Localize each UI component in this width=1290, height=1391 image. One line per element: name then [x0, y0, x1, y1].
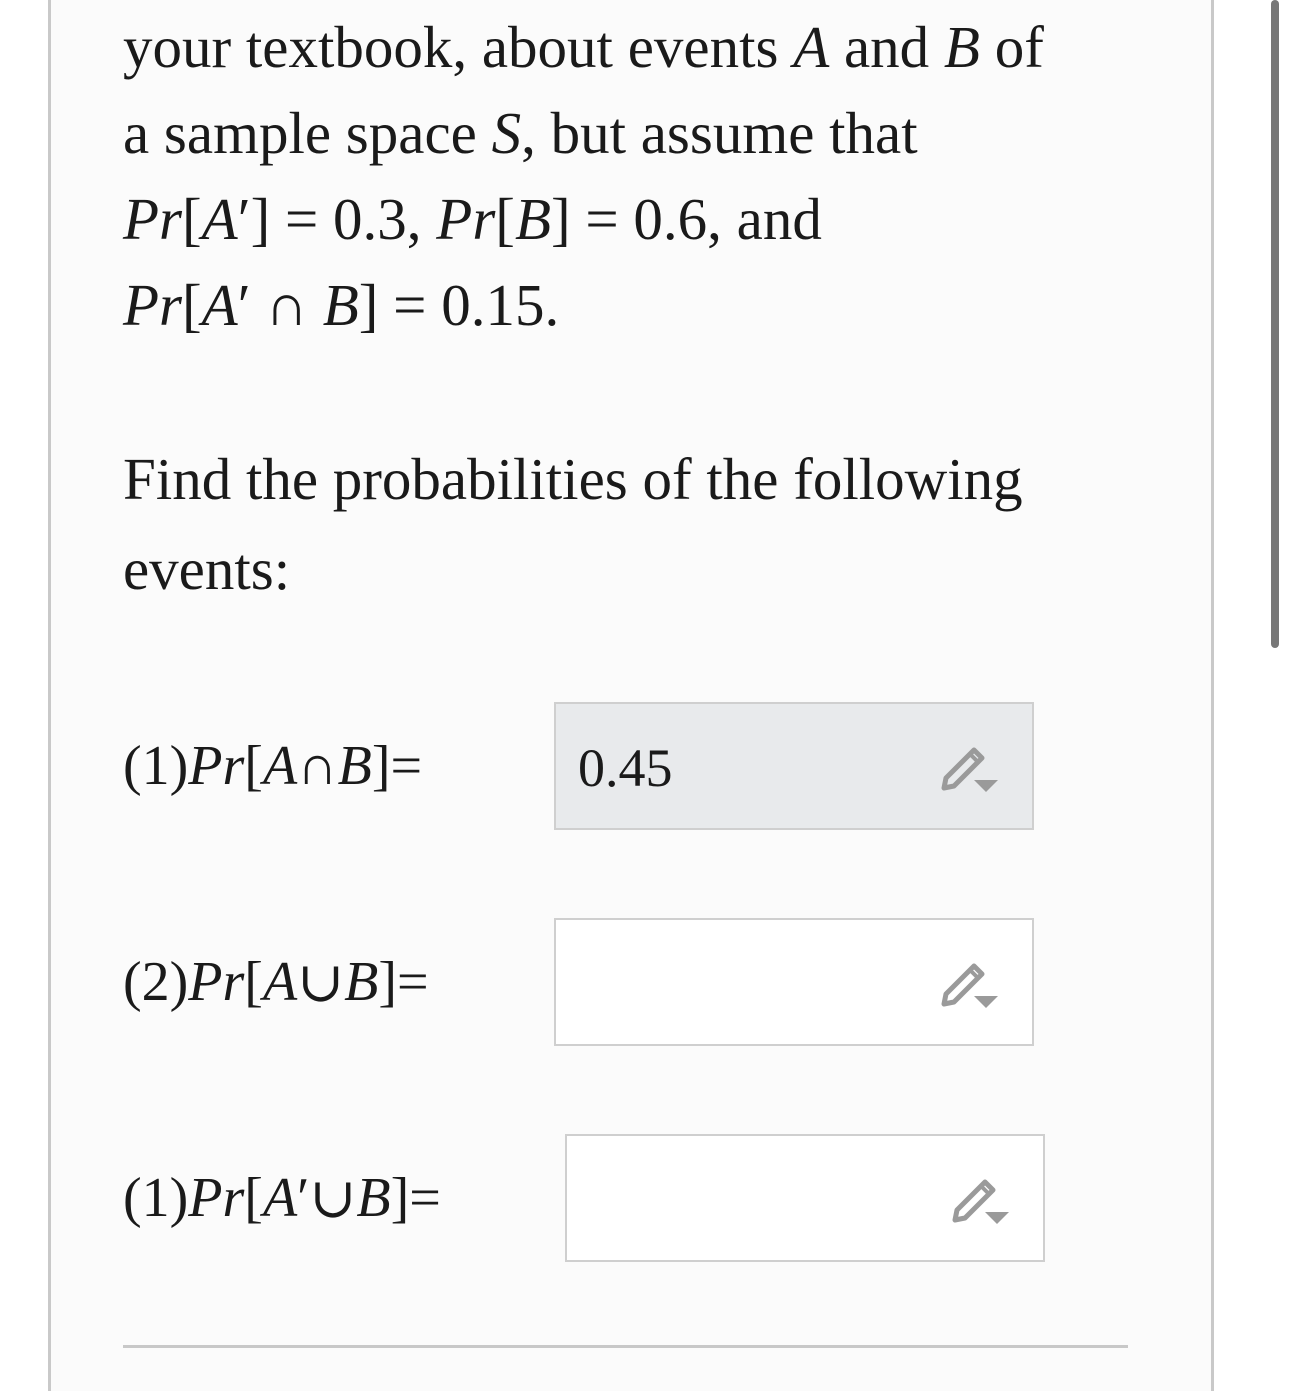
intro-line-3: Pr[A′] = 0.3, Pr[B] = 0.6, and: [123, 186, 822, 252]
scrollbar[interactable]: [1271, 0, 1279, 648]
pencil-dropdown-icon[interactable]: [947, 1174, 1011, 1230]
answer-field-2[interactable]: [554, 918, 1034, 1046]
answer-field-3[interactable]: [565, 1134, 1045, 1262]
intro-line-4: Pr[A′ ∩ B] = 0.15.: [123, 272, 560, 338]
prompt-line-2: events:: [123, 536, 291, 602]
pencil-dropdown-icon[interactable]: [936, 742, 1000, 798]
question-2-label: (2) Pr [ A ∪ B ] =: [123, 951, 429, 1014]
divider: [123, 1345, 1128, 1348]
question-1-label: (1) Pr [ A ∩ B ] =: [123, 735, 423, 797]
intro-line-2: a sample space S, but assume that: [123, 100, 918, 166]
intro-line-1: your textbook, about events A and B of: [123, 14, 1044, 80]
answer-value-1: 0.45: [578, 738, 673, 798]
answer-field-1[interactable]: [554, 702, 1034, 830]
pencil-dropdown-icon[interactable]: [936, 958, 1000, 1014]
question-3-label: (1) Pr [ A ′ ∪ B ] =: [123, 1167, 441, 1230]
prompt-line-1: Find the probabilities of the following: [123, 446, 1023, 512]
